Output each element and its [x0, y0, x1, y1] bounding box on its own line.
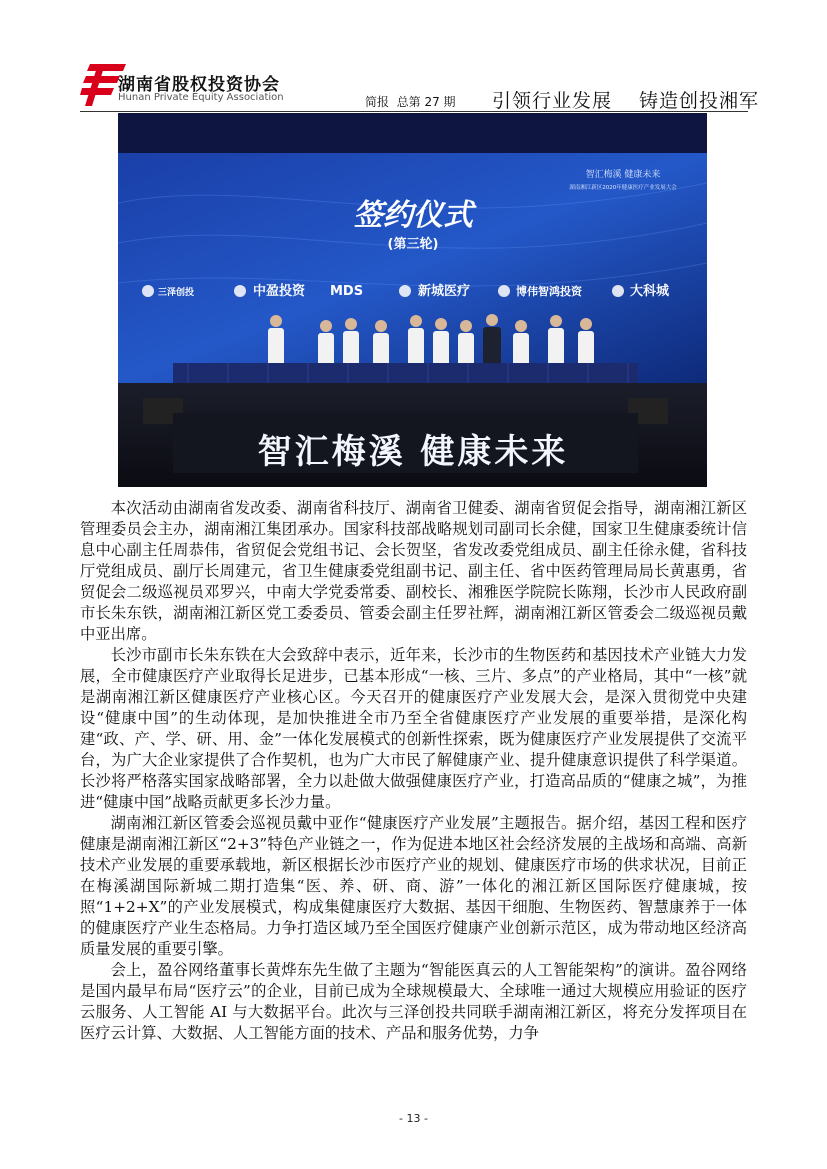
paragraph: 会上，盈谷网络董事长黄烨东先生做了主题为“智能医真云的人工智能架构”的演讲。盈谷网络是国内最早布局“医疗云”的企业，目前已成为全球规模最大、全球唯一通过大规模应用验证的医疗云服务、人工智能 AI 与大数据平台。此次与三泽创投共同联手湖南湘江新区，将充分发挥项目在医疗云计算、大数据、人工智能方面的技术、产品和服务优势，力争 [80, 961, 747, 1042]
stage-slogan: 智汇梅溪 健康未来 [257, 432, 569, 472]
header-slogan: 引领行业发展 铸造创投湘军 [492, 90, 760, 112]
association-name-cn: 湖南省股权投资协会 [118, 75, 280, 95]
sponsor-logo-5: 博伟智鸿投资 [516, 285, 582, 298]
banner-top-left-sub: 湖南湘江新区2020年健康医疗产业发展大会 [569, 185, 677, 191]
paragraph: 长沙市副市长朱东铁在大会致辞中表示，近年来，长沙市的生物医药和基因技术产业链大力发展，全市健康医疗产业取得长足进步，已基本形成“一核、三片、多点”的产业格局，其中“一核”就是湖南湘江新区健康医疗产业核心区。今天召开的健康医疗产业发展大会，是深入贯彻党中央建设“健康中国”的生动体现，是加快推进全市乃至全省健康医疗产业发展的重要举措，是深化构建“政、产、学、研、用、金”一体化发展模式的创新性探索，既为健康医疗产业发展提供了交流平台，为广大企业家提供了合作契机，也为广大市民了解健康产业、提升健康意识提供了科学渠道。长沙将严格落实国家战略部署，全力以赴做大做强健康医疗产业，打造高品质的“健康之城”，为推进“健康中国”战略贡献更多长沙力量。 [80, 646, 747, 811]
sponsor-logo-3: MDS [330, 284, 364, 299]
sponsor-logo-4: 新城医疗 [418, 284, 471, 299]
page-number: - 13 - [399, 1112, 428, 1125]
paragraph: 本次活动由湖南省发改委、湖南省科技厅、湖南省卫健委、湖南省贸促会指导，湖南湘江新区管理委员会主办，湖南湘江集团承办。国家科技部战略规划司副司长余健，国家卫生健康委统计信息中心副主任周恭伟，省贸促会党组书记、会长贺坚，省发改委党组成员、副主任徐永健，省科技厅党组成员、副厅长周建元，省卫生健康委党组副书记、副主任、省中医药管理局局长黄惠勇，省贸促会二级巡视员邓罗兴，中南大学党委常委、副校长、湘雅医学院院长陈翔，长沙市人民政府副市长朱东铁，湖南湘江新区党工委委员、管委会副主任罗社辉，湖南湘江新区管委会二级巡视员戴中亚出席。 [80, 499, 747, 643]
event-photo [118, 113, 707, 487]
ceremony-title: 签约仪式 [353, 198, 473, 233]
page-header [0, 0, 827, 112]
issue-label: 简报 总第 27 期 [365, 95, 456, 109]
sponsor-logo-6: 大科城 [630, 284, 670, 299]
header-divider [80, 111, 748, 112]
sponsor-logo-1: 三泽创投 [158, 288, 195, 298]
ceremony-round: (第三轮) [387, 237, 439, 252]
sponsor-logo-2: 中盈投资 [253, 284, 306, 299]
paragraph: 湖南湘江新区管委会巡视员戴中亚作“健康医疗产业发展”主题报告。据介绍，基因工程和医疗健康是湖南湘江新区“2+3”特色产业链之一，作为促进本地区社会经济发展的主战场和高端、高新技术产业发展的重要承载地，新区根据长沙市医疗产业的规划、健康医疗市场的供求状况，目前正在梅溪湖国际新城二期打造集“医、养、研、商、游”一体化的湘江新区国际医疗健康城，按照“1+2+X”的产业发展模式，构成集健康医疗大数据、基因干细胞、生物医药、智慧康养于一体的健康医疗产业生态格局。力争打造区域乃至全国医疗健康产业创新示范区，成为带动地区经济高质量发展的重要引擎。 [80, 814, 747, 958]
banner-top-left: 智汇梅溪 健康未来 [585, 170, 661, 180]
article-body [80, 498, 747, 1044]
association-name-en: Hunan Private Equity Association [118, 92, 284, 103]
